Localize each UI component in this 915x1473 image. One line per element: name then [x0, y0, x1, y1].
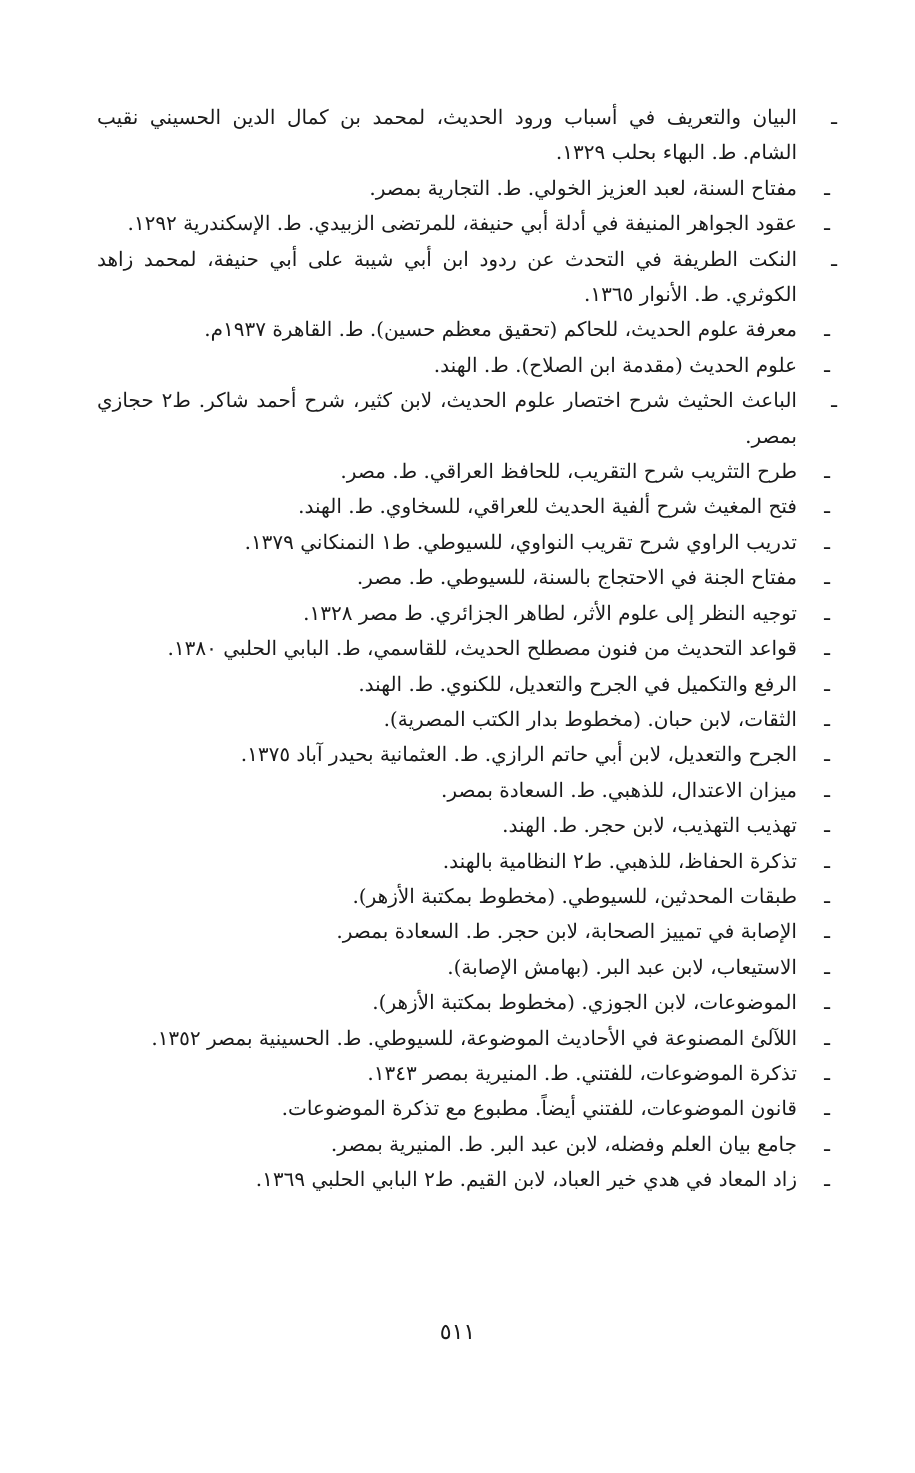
bullet-dash: ـ [824, 211, 830, 236]
bullet-dash: ـ [824, 459, 830, 484]
reference-text: النكت الطريفة في التحدث عن ردود ابن أبي شيبة على أبي حنيفة، لمحمد زاهد الكوثري. ط. الأنوار ١٣٦٥. [97, 246, 797, 307]
reference-text: البيان والتعريف في أسباب ورود الحديث، لمحمد بن كمال الدين الحسيني نقيب الشام. ط. البهاء بحلب ١٣٢٩. [97, 105, 797, 165]
bullet-dash: ـ [831, 105, 837, 129]
reference-item [97, 1162, 837, 1197]
bullet-dash: ـ [824, 919, 830, 944]
reference-item [97, 312, 837, 347]
reference-text: توجيه النظر إلى علوم الأثر، لطاهر الجزائري. ط مصر ١٣٢٨. [303, 600, 797, 625]
bullet-dash: ـ [824, 1167, 830, 1192]
reference-item [97, 1021, 837, 1056]
reference-item [97, 773, 837, 808]
reference-text: فتح المغيث شرح ألفية الحديث للعراقي، للسخاوي. ط. الهند. [298, 494, 797, 519]
reference-item [97, 950, 837, 985]
reference-item [97, 667, 837, 702]
reference-text: الجرح والتعديل، لابن أبي حاتم الرازي. ط. العثمانية بحيدر آباد ١٣٧٥. [240, 742, 797, 767]
reference-text: تدريب الراوي شرح تقريب النواوي، للسيوطي. ط١ النمنكاني ١٣٧٩. [244, 529, 797, 554]
bullet-dash: ـ [824, 565, 830, 590]
reference-text: زاد المعاد في هدي خير العباد، لابن القيم. ط٢ البابي الحلبي ١٣٦٩. [255, 1167, 797, 1192]
bullet-dash: ـ [824, 529, 830, 554]
reference-item [97, 454, 837, 489]
bullet-dash: ـ [824, 636, 830, 661]
bullet-dash: ـ [824, 600, 830, 625]
bullet-dash: ـ [824, 777, 830, 802]
reference-text: الرفع والتكميل في الجرح والتعديل، للكنوي. ط. الهند. [358, 671, 797, 696]
reference-item [97, 702, 837, 737]
reference-text: تذكرة الموضوعات، للفتني. ط. المنيرية بمصر ١٣٤٣. [367, 1060, 797, 1085]
bullet-dash: ـ [824, 848, 830, 873]
reference-item [97, 737, 837, 772]
reference-text: تهذيب التهذيب، لابن حجر. ط. الهند. [502, 813, 797, 838]
reference-item [97, 206, 837, 241]
reference-text: قانون الموضوعات، للفتني أيضاً. مطبوع مع تذكرة الموضوعات. [281, 1096, 797, 1121]
bullet-dash: ـ [824, 813, 830, 838]
bullet-dash: ـ [824, 1131, 830, 1156]
bullet-dash: ـ [831, 246, 837, 271]
bullet-dash: ـ [824, 1025, 830, 1050]
reference-text: تذكرة الحفاظ، للذهبي. ط٢ النظامية بالهند. [442, 848, 797, 873]
bullet-dash: ـ [824, 175, 830, 200]
reference-text: جامع بيان العلم وفضله، لابن عبد البر. ط. المنيرية بمصر. [330, 1131, 797, 1156]
page-number: ٥١١ [439, 1320, 476, 1345]
reference-text: عقود الجواهر المنيفة في أدلة أبي حنيفة، للمرتضى الزبيدي. ط. الإسكندرية ١٢٩٢. [127, 211, 797, 236]
bullet-dash: ـ [824, 742, 830, 767]
bullet-dash: ـ [824, 990, 830, 1015]
bullet-dash: ـ [824, 352, 830, 377]
reference-item [97, 844, 837, 879]
bullet-dash: ـ [824, 1096, 830, 1121]
reference-text: الموضوعات، لابن الجوزي. (مخطوط بمكتبة الأزهر). [372, 990, 797, 1015]
reference-list [97, 100, 837, 1198]
reference-text: الباعث الحثيث شرح اختصار علوم الحديث، لابن كثير، شرح أحمد شاكر. ط٢ حجازي بمصر. [97, 388, 797, 448]
bullet-dash: ـ [824, 954, 830, 979]
reference-text: طرح التثريب شرح التقريب، للحافظ العراقي. ط. مصر. [340, 459, 797, 484]
reference-item [97, 383, 837, 454]
reference-item [97, 596, 837, 631]
reference-item [97, 985, 837, 1020]
reference-text: مفتاح السنة، لعبد العزيز الخولي. ط. التجارية بمصر. [369, 175, 797, 200]
bullet-dash: ـ [824, 1060, 830, 1085]
bullet-dash: ـ [824, 706, 830, 731]
reference-item [97, 560, 837, 595]
reference-item [97, 171, 837, 206]
reference-item [97, 631, 837, 666]
reference-item [97, 808, 837, 843]
bullet-dash: ـ [824, 317, 830, 342]
reference-item [97, 525, 837, 560]
reference-item [97, 242, 837, 313]
reference-item [97, 348, 837, 383]
reference-text: ميزان الاعتدال، للذهبي. ط. السعادة بمصر. [441, 777, 797, 802]
bullet-dash: ـ [831, 388, 837, 413]
bullet-dash: ـ [824, 671, 830, 696]
reference-item [97, 914, 837, 949]
reference-text: قواعد التحديث من فنون مصطلح الحديث، للقاسمي، ط. البابي الحلبي ١٣٨٠. [167, 636, 797, 661]
bullet-dash: ـ [824, 883, 830, 908]
reference-text: الثقات، لابن حبان. (مخطوط بدار الكتب المصرية). [383, 706, 797, 731]
reference-item [97, 100, 837, 171]
reference-text: علوم الحديث (مقدمة ابن الصلاح). ط. الهند. [433, 352, 797, 377]
reference-item [97, 1056, 837, 1091]
reference-text: طبقات المحدثين، للسيوطي. (مخطوط بمكتبة الأزهر). [352, 883, 797, 908]
reference-text: الاستيعاب، لابن عبد البر. (بهامش الإصابة). [447, 954, 797, 979]
reference-text: اللآلئ المصنوعة في الأحاديث الموضوعة، للسيوطي. ط. الحسينية بمصر ١٣٥٢. [151, 1025, 797, 1050]
reference-item [97, 1127, 837, 1162]
reference-text: مفتاح الجنة في الاحتجاج بالسنة، للسيوطي. ط. مصر. [356, 565, 797, 590]
reference-text: معرفة علوم الحديث، للحاكم (تحقيق معظم حسين). ط. القاهرة ١٩٣٧م. [204, 317, 797, 342]
reference-item [97, 879, 837, 914]
reference-item [97, 489, 837, 524]
bullet-dash: ـ [824, 494, 830, 519]
reference-item [97, 1091, 837, 1126]
reference-text: الإصابة في تمييز الصحابة، لابن حجر. ط. السعادة بمصر. [336, 919, 797, 944]
